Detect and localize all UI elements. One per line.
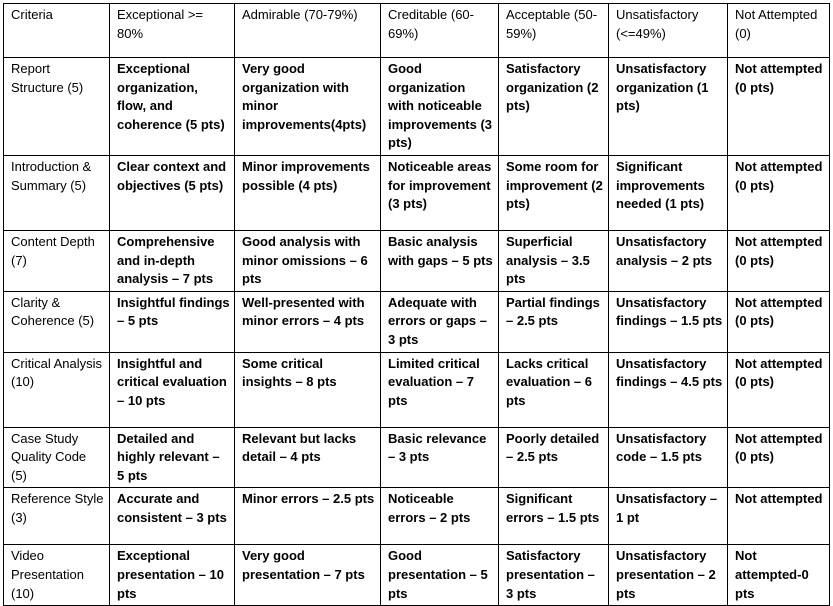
score-cell: Lacks critical evaluation – 6 pts — [499, 352, 609, 427]
rubric-table — [3, 3, 830, 606]
score-cell: Good presentation – 5 pts — [381, 545, 499, 606]
score-cell: Not attempted (0 pts) — [728, 352, 830, 427]
score-cell: Poorly detailed – 2.5 pts — [499, 427, 609, 488]
table-row — [4, 427, 830, 488]
score-cell: Very good organization with minor improvements(4pts) — [235, 58, 381, 156]
score-cell: Partial findings – 2.5 pts — [499, 291, 609, 352]
score-cell: Detailed and highly relevant – 5 pts — [110, 427, 235, 488]
table-row — [4, 58, 830, 156]
score-cell: Not attempted (0 pts) — [728, 291, 830, 352]
criterion-cell: Content Depth (7) — [4, 230, 110, 291]
score-cell: Not attempted (0 pts) — [728, 155, 830, 230]
criterion-cell: Critical Analysis (10) — [4, 352, 110, 427]
header-creditable: Creditable (60-69%) — [381, 4, 499, 58]
header-criteria: Criteria — [4, 4, 110, 58]
criterion-cell: Report Structure (5) — [4, 58, 110, 156]
score-cell: Basic relevance – 3 pts — [381, 427, 499, 488]
table-row — [4, 155, 830, 230]
score-cell: Good analysis with minor omissions – 6 pts — [235, 230, 381, 291]
score-cell: Good organization with noticeable improvements (3 pts) — [381, 58, 499, 156]
criterion-cell: Reference Style (3) — [4, 488, 110, 545]
table-row — [4, 488, 830, 545]
score-cell: Exceptional presentation – 10 pts — [110, 545, 235, 606]
score-cell: Not attempted (0 pts) — [728, 427, 830, 488]
score-cell: Significant improvements needed (1 pts) — [609, 155, 728, 230]
score-cell: Not attempted-0 pts — [728, 545, 830, 606]
score-cell: Unsatisfactory code – 1.5 pts — [609, 427, 728, 488]
score-cell: Significant errors – 1.5 pts — [499, 488, 609, 545]
header-not-attempted: Not Attempted (0) — [728, 4, 830, 58]
score-cell: Basic analysis with gaps – 5 pts — [381, 230, 499, 291]
score-cell: Unsatisfactory analysis – 2 pts — [609, 230, 728, 291]
header-unsatisfactory: Unsatisfactory (<=49%) — [609, 4, 728, 58]
score-cell: Noticeable areas for improvement (3 pts) — [381, 155, 499, 230]
score-cell: Accurate and consistent – 3 pts — [110, 488, 235, 545]
score-cell: Unsatisfactory findings – 4.5 pts — [609, 352, 728, 427]
score-cell: Some critical insights – 8 pts — [235, 352, 381, 427]
score-cell: Satisfactory presentation – 3 pts — [499, 545, 609, 606]
score-cell: Minor improvements possible (4 pts) — [235, 155, 381, 230]
score-cell: Unsatisfactory organization (1 pts) — [609, 58, 728, 156]
score-cell: Not attempted (0 pts) — [728, 230, 830, 291]
score-cell: Not attempted — [728, 488, 830, 545]
score-cell: Unsatisfactory findings – 1.5 pts — [609, 291, 728, 352]
table-row — [4, 352, 830, 427]
table-row — [4, 230, 830, 291]
criterion-cell: Video Presentation (10) — [4, 545, 110, 606]
score-cell: Very good presentation – 7 pts — [235, 545, 381, 606]
score-cell: Clear context and objectives (5 pts) — [110, 155, 235, 230]
table-row — [4, 291, 830, 352]
score-cell: Adequate with errors or gaps – 3 pts — [381, 291, 499, 352]
score-cell: Superficial analysis – 3.5 pts — [499, 230, 609, 291]
score-cell: Relevant but lacks detail – 4 pts — [235, 427, 381, 488]
score-cell: Exceptional organization, flow, and coherence (5 pts) — [110, 58, 235, 156]
score-cell: Some room for improvement (2 pts) — [499, 155, 609, 230]
score-cell: Unsatisfactory – 1 pt — [609, 488, 728, 545]
score-cell: Limited critical evaluation – 7 pts — [381, 352, 499, 427]
criterion-cell: Case Study Quality Code (5) — [4, 427, 110, 488]
score-cell: Insightful findings – 5 pts — [110, 291, 235, 352]
score-cell: Minor errors – 2.5 pts — [235, 488, 381, 545]
header-exceptional: Exceptional >= 80% — [110, 4, 235, 58]
criterion-cell: Clarity & Coherence (5) — [4, 291, 110, 352]
score-cell: Noticeable errors – 2 pts — [381, 488, 499, 545]
score-cell: Insightful and critical evaluation – 10 pts — [110, 352, 235, 427]
header-acceptable: Acceptable (50-59%) — [499, 4, 609, 58]
score-cell: Well-presented with minor errors – 4 pts — [235, 291, 381, 352]
table-row — [4, 545, 830, 606]
score-cell: Satisfactory organization (2 pts) — [499, 58, 609, 156]
criterion-cell: Introduction & Summary (5) — [4, 155, 110, 230]
header-row — [4, 4, 830, 58]
score-cell: Comprehensive and in-depth analysis – 7 pts — [110, 230, 235, 291]
score-cell: Not attempted (0 pts) — [728, 58, 830, 156]
header-admirable: Admirable (70-79%) — [235, 4, 381, 58]
score-cell: Unsatisfactory presentation – 2 pts — [609, 545, 728, 606]
